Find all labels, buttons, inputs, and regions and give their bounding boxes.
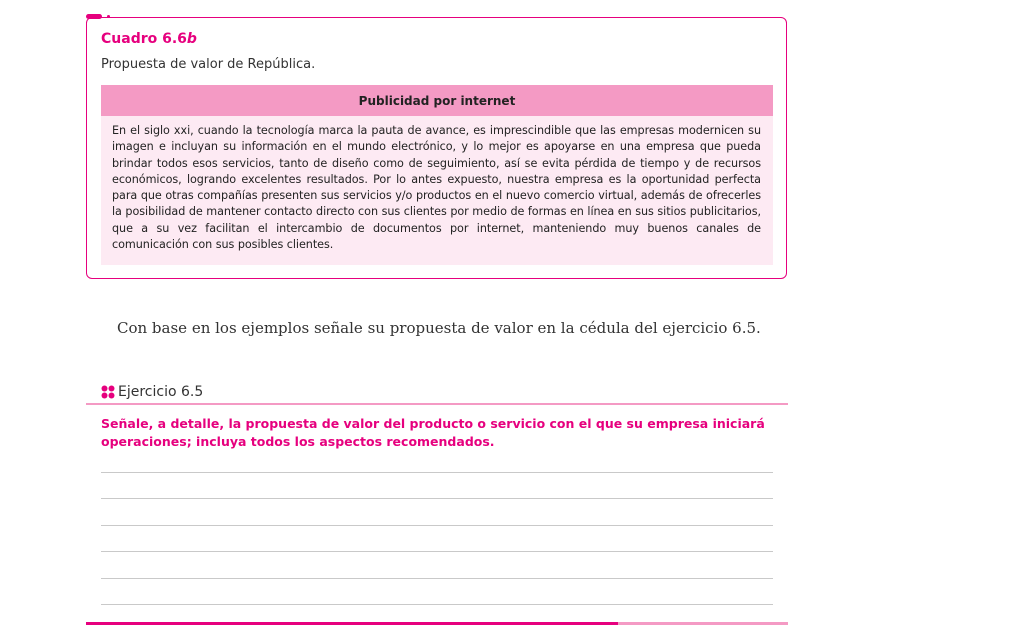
answer-line[interactable] (101, 472, 773, 473)
answer-line[interactable] (101, 498, 773, 499)
answer-line[interactable] (101, 604, 773, 605)
table-body (101, 116, 773, 265)
instruction-text: Con base en los ejemplos señale su propuesta de valor en la cédula del ejercicio 6.5. (117, 319, 761, 337)
bottom-bar-light (618, 622, 788, 625)
box-subtitle: Propuesta de valor de República. (101, 57, 316, 72)
answer-line[interactable] (101, 551, 773, 552)
box-title-number: Cuadro 6.6 (101, 31, 187, 47)
exercise-prompt: Señale, a detalle, la propuesta de valor del producto o servicio con el que su empresa iniciará operaciones; incluya todos los aspectos recomendados. (101, 416, 765, 449)
bottom-bar-accent (86, 622, 618, 625)
answer-line[interactable] (101, 578, 773, 579)
box-title (101, 31, 197, 47)
exercise-title: Ejercicio 6.5 (118, 384, 204, 400)
box-title-suffix: b (186, 31, 197, 47)
table-text: En el siglo xxi, cuando la tecnología marca la pauta de avance, es imprescindible que las empresas modernicen su imagen e incluyan su información en el mundo electrónico, y lo mejor es apoyarse en una empresa que pueda brindar todos esos servicios, tanto de diseño como de seguimiento, así se evita pérdida de tiempo y de recursos económicos, logrando excelentes resultados. Por lo antes expuesto, nuestra empresa es la oportunidad perfecta para que otras compañías presenten sus servicios y/o productos en el nuevo comercio virtual, además de ofrecerles la posibilidad de mantener contacto directo con sus clientes por medio de formas en línea en sus sitios publicitarios, que a su vez facilitan el intercambio de documentos por internet, manteniendo muy buenos canales de comunicación con sus posibles clientes. (112, 124, 761, 252)
answer-line[interactable] (101, 525, 773, 526)
exercise-flower-icon (101, 385, 115, 399)
table-header: Publicidad por internet (101, 85, 773, 116)
exercise-rule (86, 403, 788, 405)
